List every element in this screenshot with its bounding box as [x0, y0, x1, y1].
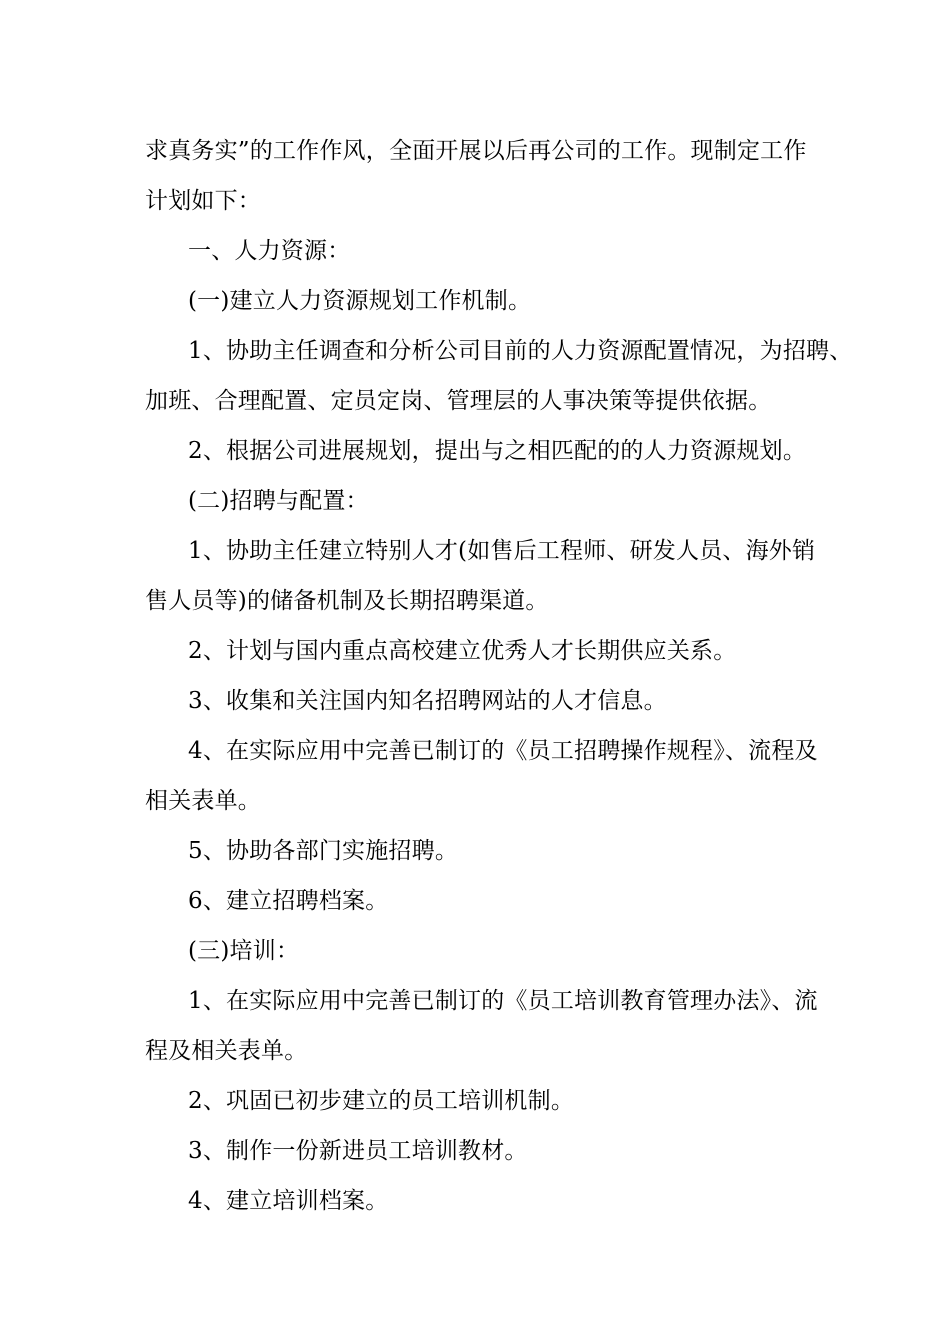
text-line: 5、协助各部门实施招聘。: [188, 838, 459, 864]
text-line: 1、在实际应用中完善已制订的《员工培训教育管理办法》、流: [188, 988, 818, 1014]
text-line: 2、计划与国内重点高校建立优秀人才长期供应关系。: [188, 638, 737, 664]
subsection-heading: (三)培训：: [188, 938, 300, 964]
text-line: 4、在实际应用中完善已制订的《员工招聘操作规程》、流程及: [188, 738, 818, 764]
text-line: 求真务实”的工作作风，全面开展以后再公司的工作。现制定工作: [145, 138, 807, 164]
text-line: 程及相关表单。: [145, 1038, 308, 1064]
text-line: 3、收集和关注国内知名招聘网站的人才信息。: [188, 688, 667, 714]
text-line: 2、根据公司进展规划，提出与之相匹配的的人力资源规划。: [188, 438, 807, 464]
text-line: 2、巩固已初步建立的员工培训机制。: [188, 1088, 575, 1114]
text-line: 售人员等)的储备机制及长期招聘渠道。: [145, 588, 549, 614]
text-line: 相关表单。: [145, 788, 261, 814]
subsection-heading: (一)建立人力资源规划工作机制。: [188, 288, 532, 314]
text-line: 加班、合理配置、定员定岗、管理层的人事决策等提供依据。: [145, 388, 772, 414]
subsection-heading: (二)招聘与配置：: [188, 488, 369, 514]
text-line: 6、建立招聘档案。: [188, 888, 389, 914]
text-line: 1、协助主任建立特别人才(如售后工程师、研发人员、海外销: [188, 538, 816, 564]
text-line: 4、建立培训档案。: [188, 1188, 389, 1214]
text-line: 1、协助主任调查和分析公司目前的人力资源配置情况，为招聘、: [188, 338, 853, 364]
text-line: 3、制作一份新进员工培训教材。: [188, 1138, 528, 1164]
text-line: 计划如下：: [145, 188, 261, 214]
section-heading: 一、人力资源：: [188, 238, 351, 264]
